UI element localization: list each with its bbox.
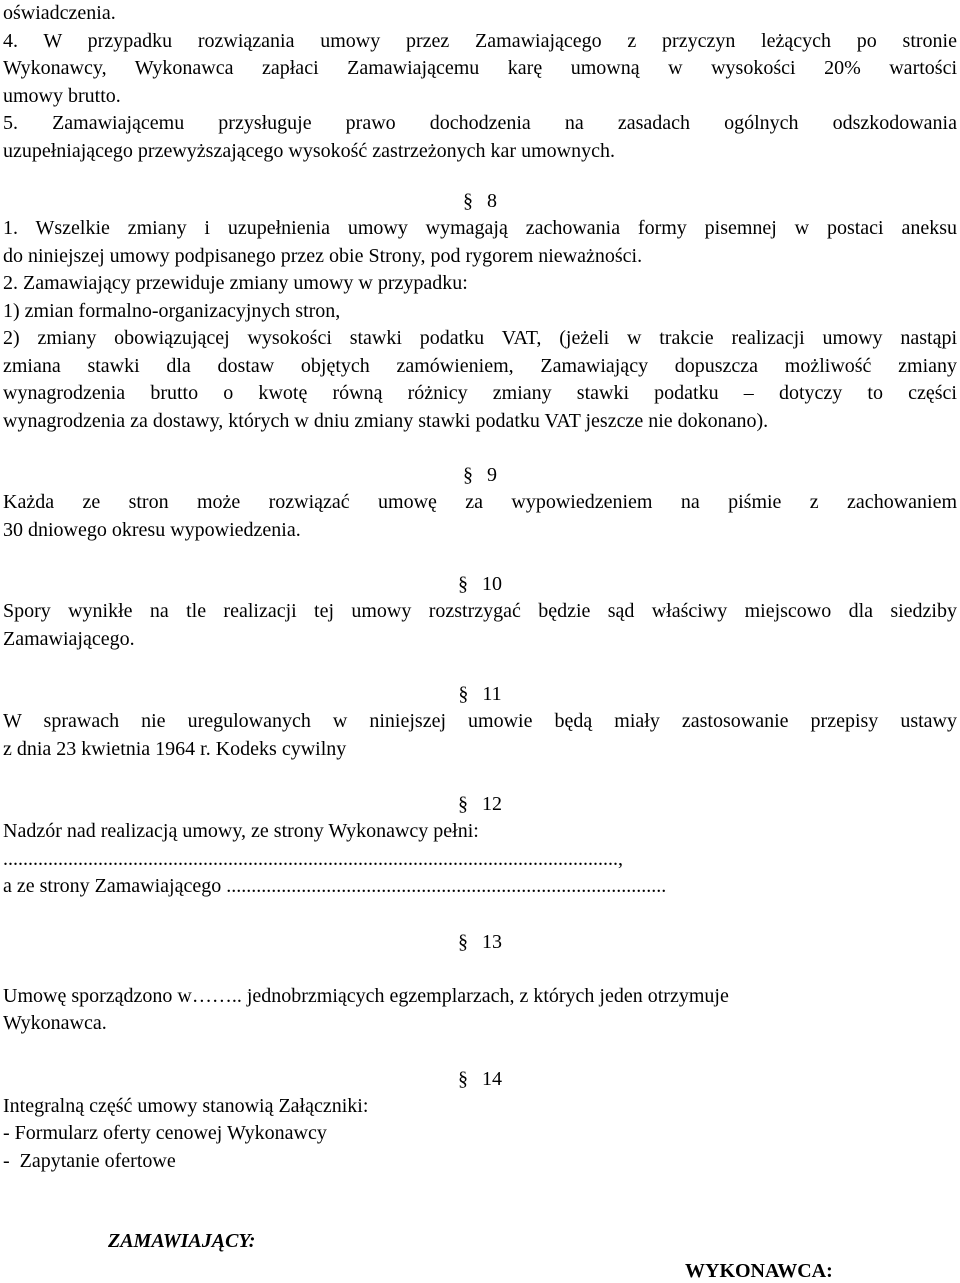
section-mark: § — [463, 464, 473, 486]
text-line: 5. Zamawiającemu przysługuje prawo dochodzenia na zasadach ogólnych odszkodowania — [3, 112, 957, 134]
text-line: Nadzór nad realizacją umowy, ze strony Wykonawcy pełni: — [3, 820, 479, 842]
section-mark: § — [458, 573, 468, 595]
text-line: 1. Wszelkie zmiany i uzupełnienia umowy wymagają zachowania formy pisemnej w postaci aneksu — [3, 217, 957, 239]
text-line: oświadczenia. — [3, 2, 116, 24]
section-number: 9 — [487, 464, 497, 486]
section-mark: § — [458, 930, 468, 953]
section-14-body — [3, 1093, 957, 1176]
list-item: - Formularz oferty cenowej Wykonawcy — [3, 1122, 327, 1144]
text-line: 4. W przypadku rozwiązania umowy przez Zamawiającego z przyczyn leżących po stronie — [3, 29, 957, 52]
section-heading-12 — [3, 790, 957, 818]
text-line: wynagrodzenia za dostawy, których w dniu zmiany stawki podatku VAT jeszcze nie dokonano). — [3, 409, 769, 432]
section-8-body — [3, 215, 957, 435]
text-line: Zamawiającego. — [3, 627, 135, 650]
section-number: 8 — [487, 190, 497, 212]
dotted-fill-line: a ze strony Zamawiającego ........................................................................................ — [3, 875, 667, 897]
text-line: Wykonawca. — [3, 1012, 107, 1034]
section-mark: § — [458, 793, 468, 815]
section-mark: § — [458, 1067, 468, 1090]
top-paragraph — [3, 0, 957, 165]
text-line: 30 dniowego okresu wypowiedzenia. — [3, 518, 301, 541]
text-line: Umowę sporządzono w…….. jednobrzmiących egzemplarzach, z których jeden otrzymuje — [3, 984, 729, 1007]
section-heading-14 — [3, 1065, 957, 1093]
section-number: 11 — [482, 683, 502, 705]
section-number: 13 — [482, 930, 502, 953]
text-line: Wykonawcy, Wykonawca zapłaci Zamawiającemu karę umowną w wysokości 20% wartości — [3, 57, 957, 79]
text-line: W sprawach nie uregulowanych w niniejszej umowie będą miały zastosowanie przepisy ustawy — [3, 710, 957, 732]
section-10-body — [3, 598, 957, 653]
section-9-body — [3, 489, 957, 544]
text-line: 1) zmian formalno-organizacyjnych stron, — [3, 299, 341, 322]
list-item: - Zapytanie ofertowe — [3, 1149, 176, 1172]
section-mark: § — [463, 190, 473, 212]
document-page — [3, 0, 957, 1175]
text-line: umowy brutto. — [3, 84, 121, 107]
section-heading-8 — [3, 187, 957, 215]
text-line: Spory wynikłe na tle realizacji tej umowy rozstrzygać będzie sąd właściwy miejscowo dla siedziby — [3, 600, 957, 622]
signature-label-wykonawca: WYKONAWCA: — [685, 1260, 833, 1282]
text-line: do niniejszej umowy podpisanego przez obie Strony, pod rygorem nieważności. — [3, 244, 643, 267]
section-heading-13 — [3, 928, 957, 956]
section-number: 12 — [482, 793, 502, 815]
text-line: 2) zmiany obowiązującej wysokości stawki podatku VAT, (jeżeli w trakcie realizacji umowy nastąpi — [3, 327, 957, 349]
section-13-body — [3, 983, 957, 1038]
dotted-fill-line: ..........................................................................................................................., — [3, 847, 623, 870]
signature-label-zamawiajacy: ZAMAWIAJĄCY: — [108, 1230, 256, 1252]
text-line: z dnia 23 kwietnia 1964 r. Kodeks cywilny — [3, 737, 347, 760]
text-line: Każda ze stron może rozwiązać umowę za wypowiedzeniem na piśmie z zachowaniem — [3, 491, 957, 513]
section-11-body — [3, 708, 957, 763]
section-mark: § — [458, 683, 469, 705]
text-line: wynagrodzenia brutto o kwotę równą różnicy zmiany stawki podatku – dotyczy to części — [3, 382, 957, 404]
text-line: uzupełniającego przewyższającego wysokość zastrzeżonych kar umownych. — [3, 139, 615, 162]
section-number: 14 — [482, 1067, 502, 1090]
text-line: 2. Zamawiający przewiduje zmiany umowy w przypadku: — [3, 272, 468, 294]
section-heading-10 — [3, 570, 957, 598]
text-line: Integralną część umowy stanowią Załączniki: — [3, 1094, 369, 1117]
section-heading-11 — [3, 680, 957, 708]
section-heading-9 — [3, 461, 957, 489]
section-number: 10 — [482, 573, 502, 595]
section-12-body — [3, 818, 957, 901]
text-line: zmiana stawki dla dostaw objętych zamówieniem, Zamawiający dopuszcza możliwość zmiany — [3, 354, 957, 377]
